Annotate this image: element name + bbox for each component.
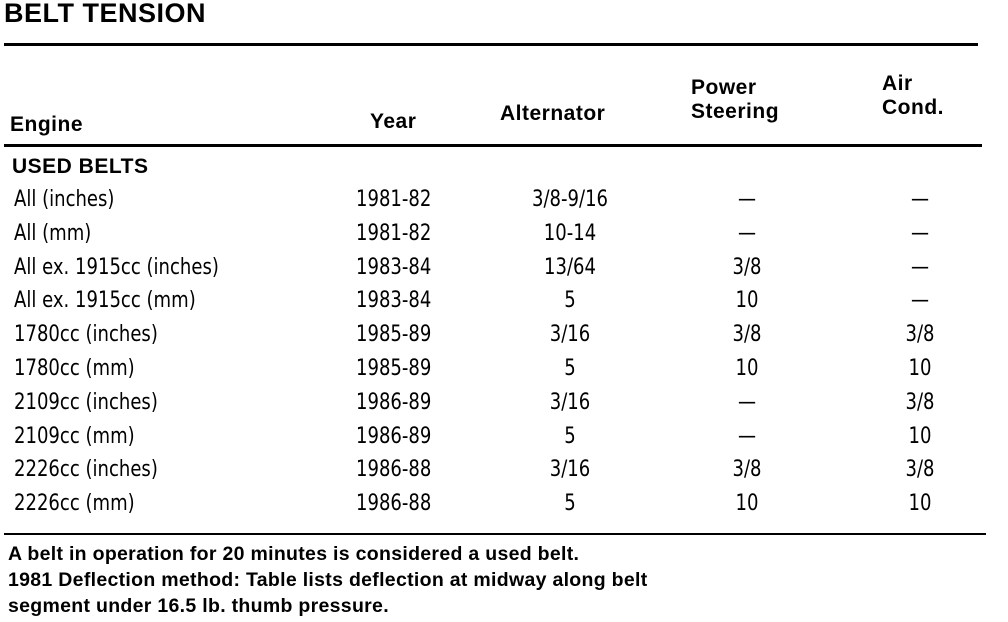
table-row xyxy=(0,218,1008,252)
table-row xyxy=(0,421,1008,455)
cell-engine: 2226cc (inches) xyxy=(14,457,158,483)
cell-alternator: 5 xyxy=(564,288,576,314)
cell-air-cond: — xyxy=(910,187,930,212)
header-air-cond xyxy=(882,72,944,120)
cell-air-cond: 3/8 xyxy=(905,457,935,483)
cell-engine: 1780cc (mm) xyxy=(14,355,135,381)
cell-air-cond: — xyxy=(910,220,930,246)
cell-engine: 2109cc (mm) xyxy=(14,423,135,449)
cell-air-cond: 10 xyxy=(908,355,932,381)
cell-alternator: 3/16 xyxy=(549,322,591,348)
cell-power-steering: 3/8 xyxy=(732,457,762,483)
footnote-line: segment under 16.5 lb. thumb pressure. xyxy=(8,595,389,617)
cell-year: 1983-84 xyxy=(356,288,432,314)
cell-engine: 1780cc (inches) xyxy=(14,322,158,348)
footer-divider xyxy=(4,533,986,535)
cell-alternator: 5 xyxy=(564,355,576,381)
cell-air-cond: 10 xyxy=(908,491,932,517)
cell-power-steering: 10 xyxy=(735,288,759,314)
cell-year: 1986-88 xyxy=(356,491,432,517)
cell-year: 1985-89 xyxy=(356,355,432,381)
cell-year: 1985-89 xyxy=(356,322,432,348)
cell-year: 1981-82 xyxy=(356,220,432,246)
cell-power-steering: 3/8 xyxy=(732,254,762,280)
cell-year: 1981-82 xyxy=(356,187,432,212)
footnotes xyxy=(8,541,648,619)
table-body xyxy=(0,184,1008,522)
title-divider xyxy=(4,43,978,46)
table-row xyxy=(0,353,1008,387)
cell-air-cond: 10 xyxy=(908,423,932,449)
cell-air-cond: 3/8 xyxy=(905,322,935,348)
cell-alternator: 10-14 xyxy=(543,220,597,246)
cell-year: 1986-88 xyxy=(356,457,432,483)
section-label: USED BELTS xyxy=(12,155,149,178)
cell-alternator: 13/64 xyxy=(544,254,596,280)
header-power-steering-line1: Power xyxy=(691,76,757,99)
cell-power-steering: 10 xyxy=(735,491,759,517)
table-row xyxy=(0,285,1008,319)
cell-year: 1986-89 xyxy=(356,423,432,449)
cell-alternator: 3/8-9/16 xyxy=(531,187,609,212)
header-engine: Engine xyxy=(10,113,84,136)
cell-engine: All (mm) xyxy=(14,220,92,246)
cell-year: 1983-84 xyxy=(356,254,432,280)
cell-alternator: 3/16 xyxy=(549,457,591,483)
table-row xyxy=(0,488,1008,522)
header-power-steering-line2: Steering xyxy=(691,100,780,123)
header-alternator: Alternator xyxy=(500,102,606,125)
cell-engine: All ex. 1915cc (inches) xyxy=(14,254,219,280)
cell-engine: All ex. 1915cc (mm) xyxy=(14,288,196,314)
cell-power-steering: 3/8 xyxy=(732,322,762,348)
cell-engine: All (inches) xyxy=(14,187,115,212)
cell-air-cond: — xyxy=(910,288,930,314)
table-row xyxy=(0,319,1008,353)
header-air-cond-line2: Cond. xyxy=(882,96,944,119)
table-row xyxy=(0,454,1008,488)
header-air-cond-line1: Air xyxy=(882,72,913,95)
footnote-line: 1981 Deflection method: Table lists deflection at midway along belt xyxy=(8,569,648,591)
cell-year: 1986-89 xyxy=(356,389,432,415)
cell-alternator: 5 xyxy=(564,423,576,449)
table-row xyxy=(0,184,1008,218)
cell-air-cond: — xyxy=(910,254,930,280)
cell-power-steering: 10 xyxy=(735,355,759,381)
table-row xyxy=(0,252,1008,286)
table-row xyxy=(0,387,1008,421)
cell-air-cond: 3/8 xyxy=(905,389,935,415)
cell-power-steering: — xyxy=(737,187,757,212)
header-year: Year xyxy=(370,110,417,133)
page-title: BELT TENSION xyxy=(4,0,207,28)
cell-power-steering: — xyxy=(737,220,757,246)
cell-engine: 2109cc (inches) xyxy=(14,389,158,415)
header-power-steering xyxy=(691,76,779,124)
cell-engine: 2226cc (mm) xyxy=(14,491,135,517)
footnote-line: A belt in operation for 20 minutes is considered a used belt. xyxy=(8,543,580,565)
header-divider xyxy=(4,144,982,147)
cell-power-steering: — xyxy=(737,423,757,449)
cell-power-steering: — xyxy=(737,389,757,415)
cell-alternator: 3/16 xyxy=(549,389,591,415)
cell-alternator: 5 xyxy=(564,491,576,517)
